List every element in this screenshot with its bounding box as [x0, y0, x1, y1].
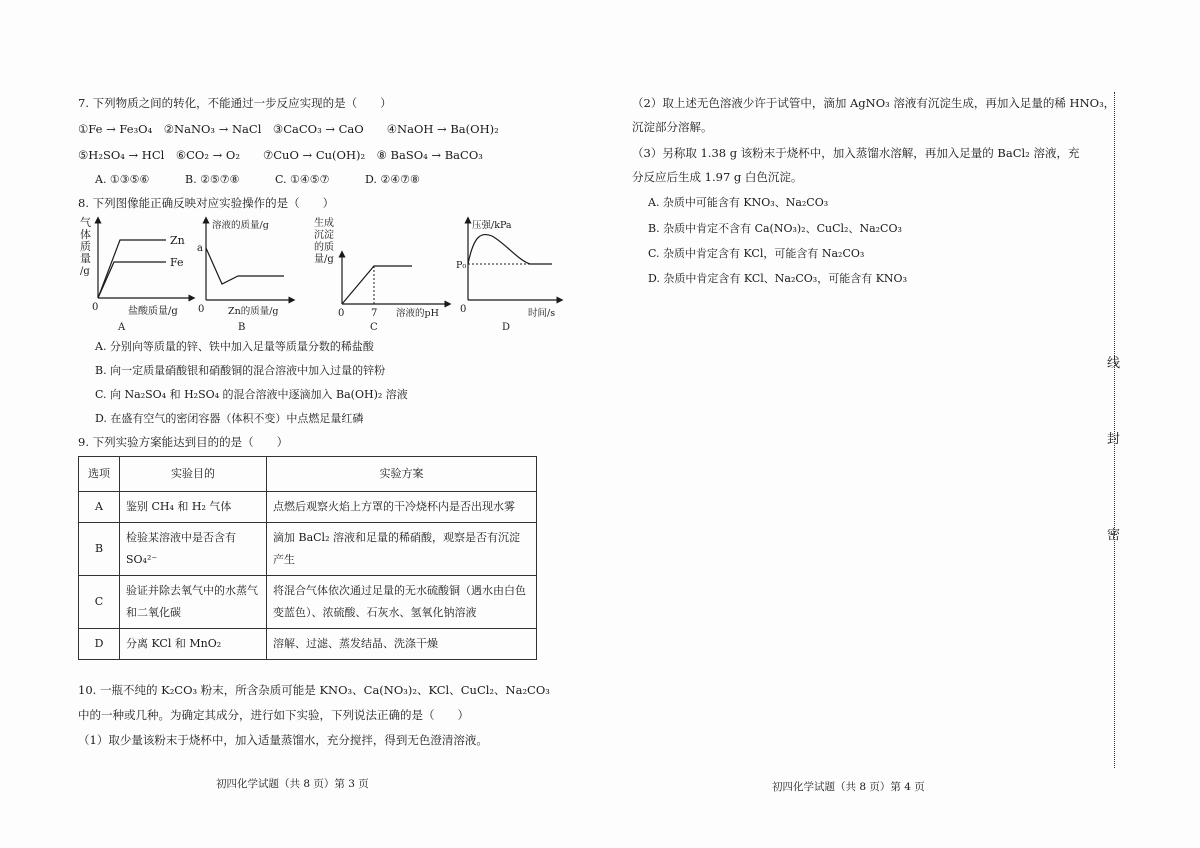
graph-a-ylabel-1: 体: [80, 228, 91, 241]
table-cell-plan: 将混合气体依次通过足量的无水硫酸铜（遇水由白色变蓝色）、浓硫酸、石灰水、氢氧化钠溶液: [267, 576, 537, 629]
graph-a-ylabel-4: /g: [80, 266, 90, 277]
graph-d-ymark: P₀: [456, 260, 467, 271]
q9-stem: 9. 下列实验方案能达到目的的是（ ）: [78, 435, 289, 449]
graph-a-ylabel-0: 气: [80, 216, 91, 229]
graph-a-ylabel-2: 质: [80, 240, 91, 253]
table-cell-aim: 鉴别 CH₄ 和 H₂ 气体: [120, 492, 267, 523]
table-cell-option: B: [79, 523, 120, 576]
graph-b-ymark: a: [197, 243, 203, 254]
q10-step3-line2: 分反应后生成 1.97 g 白色沉淀。: [632, 170, 803, 184]
binding-char-xian: 线: [1107, 356, 1121, 371]
q10-stem-line2: 中的一种或几种。为确定其成分，进行如下实验，下列说法正确的是（ ）: [78, 708, 469, 722]
q10-option-a: A. 杂质中可能含有 KNO₃、Na₂CO₃: [648, 196, 829, 209]
graph-d-origin: 0: [460, 304, 467, 315]
graph-a-xlabel: 盐酸质量/g: [128, 306, 178, 317]
footer-right: 初四化学试题（共 8 页）第 4 页: [772, 781, 925, 793]
graph-c-curve: [342, 266, 412, 304]
graph-a-ylabel-3: 量: [80, 252, 91, 265]
graph-a-letter: A: [118, 322, 126, 333]
graph-b-xlabel: Zn的质量/g: [228, 306, 279, 317]
q7-option-a: A. ①③⑤⑥: [95, 173, 150, 186]
table-cell-plan: 溶解、过滤、蒸发结晶、洗涤干燥: [267, 629, 537, 660]
q8-option-c: C. 向 Na₂SO₄ 和 H₂SO₄ 的混合溶液中逐滴加入 Ba(OH)₂ 溶液: [95, 388, 408, 401]
graph-d-xlabel: 时间/s: [528, 308, 556, 319]
q7-stem: 7. 下列物质之间的转化，不能通过一步反应实现的是（ ）: [78, 96, 392, 110]
graph-c-ylabel-3: 量/g: [314, 254, 334, 265]
q10-step1: （1）取少量该粉末于烧杯中，加入适量蒸馏水，充分搅拌，得到无色澄清溶液。: [78, 733, 488, 747]
q8-graphs: [78, 214, 578, 336]
q7-option-d: D. ②④⑦⑧: [365, 173, 420, 186]
table-row: [79, 492, 537, 523]
table-row: [79, 629, 537, 660]
graph-c-xmark: 7: [371, 308, 378, 319]
table-cell-plan: 滴加 BaCl₂ 溶液和足量的稀硝酸，观察是否有沉淀产生: [267, 523, 537, 576]
table-cell-plan: 点燃后观察火焰上方罩的干冷烧杯内是否出现水雾: [267, 492, 537, 523]
graph-b-letter: B: [238, 322, 246, 333]
q8-option-d: D. 在盛有空气的密闭容器（体积不变）中点燃足量红磷: [95, 412, 364, 425]
table-header-option: 选项: [79, 457, 120, 492]
q10-step2-line1: （2）取上述无色溶液少许于试管中，滴加 AgNO₃ 溶液有沉淀生成，再加入足量的稀 HNO₃，: [632, 96, 1116, 110]
binding-char-mi: 密: [1107, 528, 1121, 543]
table-row: [79, 523, 537, 576]
graph-d-ylabel: 压强/kPa: [472, 220, 512, 231]
q10-step2-line2: 沉淀部分溶解。: [632, 120, 713, 134]
graph-b-curve: [206, 248, 284, 284]
table-cell-aim: 验证并除去氧气中的水蒸气和二氧化碳: [120, 576, 267, 629]
graph-a-series-fe: Fe: [170, 256, 184, 269]
graph-c-ylabel-0: 生成: [314, 218, 334, 229]
table-header-plan: 实验方案: [267, 457, 537, 492]
graph-c-ylabel-1: 沉淀: [314, 230, 334, 241]
footer-left: 初四化学试题（共 8 页）第 3 页: [216, 778, 369, 790]
q10-option-c: C. 杂质中肯定含有 KCl，可能含有 Na₂CO₃: [648, 247, 865, 260]
q10-stem-line1: 10. 一瓶不纯的 K₂CO₃ 粉末，所含杂质可能是 KNO₃、Ca(NO₃)₂、KCl、CuCl₂、Na₂CO₃: [78, 683, 550, 697]
q10-option-d: D. 杂质中肯定含有 KCl、Na₂CO₃，可能含有 KNO₃: [648, 272, 907, 285]
q7-option-b: B. ②⑤⑦⑧: [185, 173, 240, 186]
graph-a-zn-curve: [98, 240, 166, 298]
q9-table: [78, 456, 537, 660]
graph-c-xlabel: 溶液的pH: [396, 308, 439, 319]
graph-c-ylabel-2: 的质: [314, 242, 334, 253]
q7-row1: ①Fe → Fe₃O₄ ②NaNO₃ → NaCl ③CaCO₃ → CaO ④NaOH → Ba(OH)₂: [78, 122, 499, 136]
graph-d-curve: [468, 234, 552, 264]
graph-a: [80, 215, 192, 333]
table-header-row: [79, 457, 537, 492]
table-row: [79, 576, 537, 629]
graph-c-origin: 0: [338, 308, 345, 319]
q8-option-b: B. 向一定质量硝酸银和硝酸铜的混合溶液中加入过量的锌粉: [95, 364, 386, 377]
graph-b-ylabel: 溶液的质量/g: [212, 220, 269, 231]
table-cell-option: C: [79, 576, 120, 629]
graph-d-letter: D: [502, 322, 511, 333]
q10-step3-line1: （3）另称取 1.38 g 该粉末于烧杯中，加入蒸馏水溶解，再加入足量的 BaCl₂ 溶液，充: [632, 146, 1080, 160]
q7-row2: ⑤H₂SO₄ → HCl ⑥CO₂ → O₂ ⑦CuO → Cu(OH)₂ ⑧ BaSO₄ → BaCO₃: [78, 148, 483, 162]
q7-option-c: C. ①④⑤⑦: [275, 173, 330, 186]
graph-c: [314, 216, 448, 333]
table-cell-aim: 检验某溶液中是否含有 SO₄²⁻: [120, 523, 267, 576]
q8-stem: 8. 下列图像能正确反映对应实验操作的是（ ）: [78, 196, 335, 210]
graph-a-fe-curve: [98, 262, 166, 298]
graph-c-letter: C: [370, 322, 378, 333]
q10-option-b: B. 杂质中肯定不含有 Ca(NO₃)₂、CuCl₂、Na₂CO₃: [648, 222, 902, 235]
table-header-aim: 实验目的: [120, 457, 267, 492]
table-cell-aim: 分离 KCl 和 MnO₂: [120, 629, 267, 660]
graph-a-series-zn: Zn: [170, 234, 185, 247]
table-cell-option: A: [79, 492, 120, 523]
graph-a-origin: 0: [92, 302, 99, 313]
binding-char-feng: 封: [1107, 432, 1121, 447]
graph-d: [456, 220, 560, 333]
table-cell-option: D: [79, 629, 120, 660]
graph-b: [197, 219, 292, 333]
graph-b-origin: 0: [198, 304, 205, 315]
q8-option-a: A. 分别向等质量的锌、铁中加入足量等质量分数的稀盐酸: [95, 340, 374, 353]
